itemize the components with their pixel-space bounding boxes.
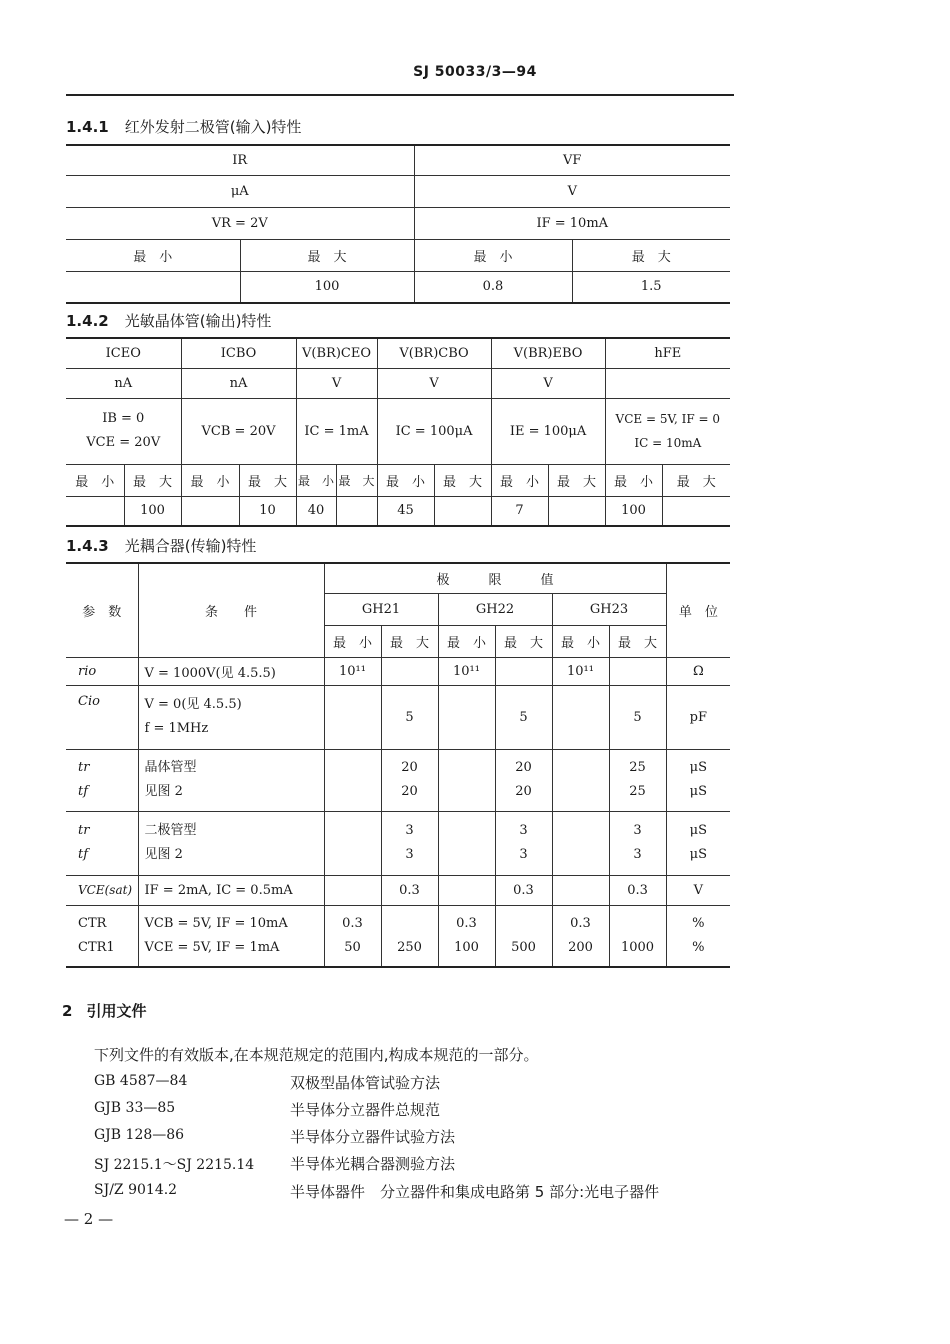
gh23-max: 25 25 [609,749,666,811]
gh23-max: 0.3 [609,875,666,905]
section-2-heading [62,1000,146,1021]
gh22-min: 0.3 100 [438,905,495,967]
vf-min-value: 0.8 [414,271,572,303]
max-label: 最 大 [239,464,296,496]
condition-header: 条 件 [138,563,324,657]
limit-header: 极 限 值 [324,563,666,593]
vbrcbo-header: V(BR)CBO [377,338,491,368]
iceo-unit: nA [66,368,181,398]
ir-header: IR [66,145,414,175]
gh23-max: 5 [609,685,666,749]
page-number: — 2 — [64,1210,114,1228]
min-label: 最 小 [181,464,239,496]
min-label: 最 小 [66,464,124,496]
value-cell [336,496,377,526]
ref-code: GJB 33—85 [94,1100,176,1116]
vbrcbo-unit: V [377,368,491,398]
gh21-min [324,749,381,811]
vbrcbo-min-value: 45 [377,496,434,526]
hfe-header: hFE [605,338,730,368]
vf-min-label: 最 小 [414,239,572,271]
value-cell [662,496,730,526]
value-cell [434,496,491,526]
unit-header: 单 位 [666,563,730,657]
ref-code: GJB 128—86 [94,1127,185,1143]
condition-transistor: 晶体管型 见图 2 [138,749,324,811]
param-ctr: CTR CTR1 [66,905,138,967]
gh21-max: 250 [381,905,438,967]
ir-min-value [66,271,240,303]
unit-ctr: % % [666,905,730,967]
value-cell [66,496,124,526]
min-label: 最 小 [324,625,381,657]
section-number: 1.4.2 [66,312,109,330]
ir-condition: VR = 2V [66,207,414,239]
section-1-4-2-heading [66,310,271,331]
section-number: 1.4.3 [66,537,109,555]
icbo-header: ICBO [181,338,296,368]
gh21-max: 3 3 [381,811,438,875]
header-rule [66,94,734,96]
gh21-max: 20 20 [381,749,438,811]
value-cell [548,496,605,526]
gh22-header: GH22 [438,593,552,625]
max-label: 最 大 [495,625,552,657]
vbrcbo-condition: IC = 100μA [377,398,491,464]
hfe-condition: VCE = 5V, IF = 0 IC = 10mA [605,398,730,464]
max-label: 最 大 [124,464,181,496]
vf-header: VF [414,145,730,175]
vf-unit: V [414,175,730,207]
vbrceo-header: V(BR)CEO [296,338,377,368]
condition-ctr: VCB = 5V, IF = 10mA VCE = 5V, IF = 1mA [138,905,324,967]
max-label: 最 大 [662,464,730,496]
section-number: 2 [62,1002,73,1020]
phototransistor-table [66,337,730,527]
gh22-max [495,657,552,685]
section-title: 红外发射二极管(输入)特性 [124,118,302,136]
gh21-min [324,685,381,749]
gh22-max: 5 [495,685,552,749]
vbrceo-condition: IC = 1mA [296,398,377,464]
ref-title: 半导体分立器件试验方法 [290,1128,456,1146]
gh21-min [324,875,381,905]
gh23-min [552,811,609,875]
param-header: 参 数 [66,563,138,657]
gh23-max: 3 3 [609,811,666,875]
vf-condition: IF = 10mA [414,207,730,239]
gh22-min [438,811,495,875]
gh22-max: 3 3 [495,811,552,875]
max-label: 最 大 [609,625,666,657]
min-label: 最 小 [491,464,548,496]
max-label: 最 大 [336,464,377,496]
section-title: 光敏晶体管(输出)特性 [124,312,272,330]
section-title: 引用文件 [86,1002,147,1020]
gh21-min [324,811,381,875]
hfe-unit [605,368,730,398]
min-label: 最 小 [552,625,609,657]
ref-title: 半导体器件 分立器件和集成电路第 5 部分:光电子器件 [290,1183,660,1201]
param-cio: Cio [66,685,138,749]
max-label: 最 大 [434,464,491,496]
ir-max-value: 100 [240,271,414,303]
ref-code: SJ/Z 9014.2 [94,1182,178,1198]
condition-rio: V = 1000V(见 4.5.5) [138,657,324,685]
ir-led-table [66,144,730,304]
ref-title: 半导体分立器件总规范 [290,1101,441,1119]
gh21-max [381,657,438,685]
param-vcesat: VCE(sat) [66,875,138,905]
vf-max-value: 1.5 [572,271,730,303]
gh21-max: 0.3 [381,875,438,905]
vf-max-label: 最 大 [572,239,730,271]
iceo-max-value: 100 [124,496,181,526]
section-2-intro: 下列文件的有效版本,在本规范规定的范围内,构成本规范的一部分。 [94,1046,539,1064]
gh22-min [438,749,495,811]
gh21-min: 0.3 50 [324,905,381,967]
condition-cio: V = 0(见 4.5.5) f = 1MHz [138,685,324,749]
min-label: 最 小 [438,625,495,657]
gh23-min: 0.3 200 [552,905,609,967]
max-label: 最 大 [381,625,438,657]
condition-diode: 二极管型 见图 2 [138,811,324,875]
condition-vcesat: IF = 2mA, IC = 0.5mA [138,875,324,905]
vbrebo-min-value: 7 [491,496,548,526]
gh23-header: GH23 [552,593,666,625]
ir-unit: μA [66,175,414,207]
gh23-min [552,685,609,749]
vbrebo-unit: V [491,368,605,398]
unit-cio: pF [666,685,730,749]
gh23-max [609,657,666,685]
min-label: 最 小 [296,464,336,496]
gh23-min: 10¹¹ [552,657,609,685]
value-cell [181,496,239,526]
doc-number: SJ 50033/3—94 [413,64,537,80]
gh22-min [438,875,495,905]
ref-code: GB 4587—84 [94,1073,188,1089]
unit-vcesat: V [666,875,730,905]
vbrceo-unit: V [296,368,377,398]
gh23-max: 1000 [609,905,666,967]
vbrebo-condition: IE = 100μA [491,398,605,464]
gh21-min: 10¹¹ [324,657,381,685]
vbrceo-min-value: 40 [296,496,336,526]
optocoupler-table [66,562,730,968]
param-tr-tf: tr tf [66,749,138,811]
gh22-min [438,685,495,749]
icbo-condition: VCB = 20V [181,398,296,464]
unit-transistor: μS μS [666,749,730,811]
icbo-max-value: 10 [239,496,296,526]
section-1-4-1-heading [66,116,301,137]
section-number: 1.4.1 [66,118,109,136]
unit-rio: Ω [666,657,730,685]
gh22-max: 0.3 [495,875,552,905]
unit-diode: μS μS [666,811,730,875]
gh22-min: 10¹¹ [438,657,495,685]
max-label: 最 大 [548,464,605,496]
min-label: 最 小 [377,464,434,496]
gh21-header: GH21 [324,593,438,625]
iceo-condition: IB = 0 VCE = 20V [66,398,181,464]
ref-code: SJ 2215.1～SJ 2215.14 [94,1157,255,1173]
gh23-min [552,875,609,905]
iceo-header: ICEO [66,338,181,368]
gh22-max: 500 [495,905,552,967]
section-1-4-3-heading [66,535,256,556]
param-tr-tf: tr tf [66,811,138,875]
vbrebo-header: V(BR)EBO [491,338,605,368]
icbo-unit: nA [181,368,296,398]
ref-title: 半导体光耦合器测验方法 [290,1155,456,1173]
min-label: 最 小 [605,464,662,496]
gh23-min [552,749,609,811]
param-rio: rio [66,657,138,685]
gh22-max: 20 20 [495,749,552,811]
section-title: 光耦合器(传输)特性 [124,537,257,555]
ir-min-label: 最 小 [66,239,240,271]
hfe-min-value: 100 [605,496,662,526]
ref-title: 双极型晶体管试验方法 [290,1074,441,1092]
ir-max-label: 最 大 [240,239,414,271]
gh21-max: 5 [381,685,438,749]
